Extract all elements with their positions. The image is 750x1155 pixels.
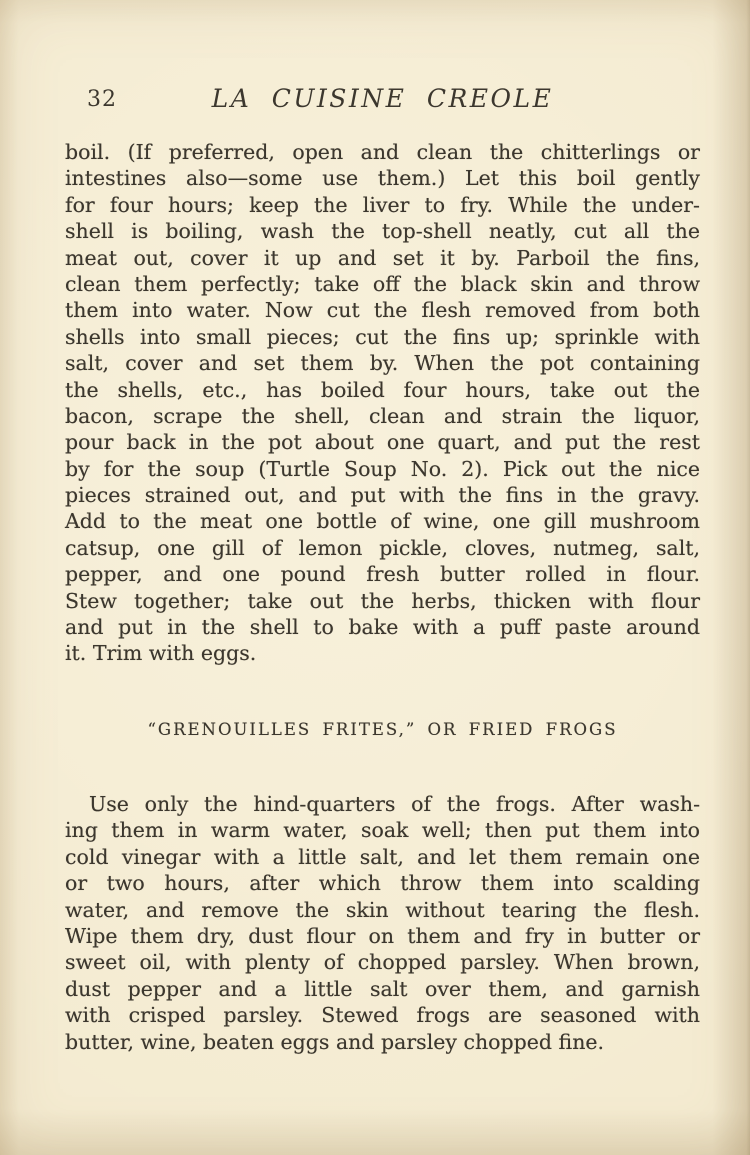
text-line: cold vinegar with a little salt, and let them remain one <box>65 844 700 869</box>
text-line: pieces strained out, and put with the fins in the gravy. <box>65 483 700 508</box>
text-line: intestines also—some use them.) Let this boil gently <box>65 166 700 191</box>
text-line: or two hours, after which throw them into scalding <box>65 871 700 896</box>
text-line: ing them in warm water, soak well; then put them into <box>65 818 700 843</box>
text-line: Add to the meat one bottle of wine, one gill mushroom <box>65 509 700 534</box>
text-line: catsup, one gill of lemon pickle, cloves, nutmeg, salt, <box>65 535 700 560</box>
text-line: and put in the shell to bake with a puff paste around <box>65 615 700 640</box>
text-line: Use only the hind-quarters of the frogs. After wash- <box>89 792 700 816</box>
text-line: Stew together; take out the herbs, thicken with flour <box>65 588 700 613</box>
text-line: dust pepper and a little salt over them, and garnish <box>65 976 700 1001</box>
text-line: salt, cover and set them by. When the pot containing <box>65 351 700 376</box>
text-line: water, and remove the skin without tearing the flesh. <box>65 897 700 922</box>
text-line: shell is boiling, wash the top-shell neatly, cut all the <box>65 219 700 244</box>
fried-frogs-paragraph <box>65 791 700 1055</box>
section-heading: “GRENOUILLES FRITES,” OR FRIED FROGS <box>147 720 618 739</box>
text-line: by for the soup (Turtle Soup No. 2). Pick out the nice <box>65 456 700 481</box>
text-line: meat out, cover it up and set it by. Parboil the fins, <box>65 245 700 270</box>
text-line: for four hours; keep the liver to fry. While the under- <box>65 192 700 217</box>
page-number: 32 <box>87 87 117 112</box>
text-line: the shells, etc., has boiled four hours, take out the <box>65 377 700 402</box>
text-line: them into water. Now cut the flesh removed from both <box>65 298 700 323</box>
text-line: clean them perfectly; take off the black skin and throw <box>65 271 700 296</box>
text-line: bacon, scrape the shell, clean and strain the liquor, <box>65 403 700 428</box>
text-line: it. Trim with eggs. <box>65 641 257 666</box>
text-line: pepper, and one pound fresh butter rolled in flour. <box>65 562 700 587</box>
recipe-continuation-paragraph <box>65 139 700 667</box>
text-line: shells into small pieces; cut the fins up; sprinkle with <box>65 324 700 349</box>
running-head <box>65 84 700 116</box>
running-title: LA CUISINE CREOLE <box>211 84 554 113</box>
text-line: sweet oil, with plenty of chopped parsley. When brown, <box>65 950 700 975</box>
text-line: butter, wine, beaten eggs and parsley chopped fine. <box>65 1029 605 1054</box>
text-line: Wipe them dry, dust flour on them and fry in butter or <box>65 923 700 948</box>
text-line: pour back in the pot about one quart, and put the rest <box>65 430 700 455</box>
text-line: boil. (If preferred, open and clean the chitterlings or <box>65 140 700 164</box>
text-line: with crisped parsley. Stewed frogs are seasoned with <box>65 1003 700 1028</box>
